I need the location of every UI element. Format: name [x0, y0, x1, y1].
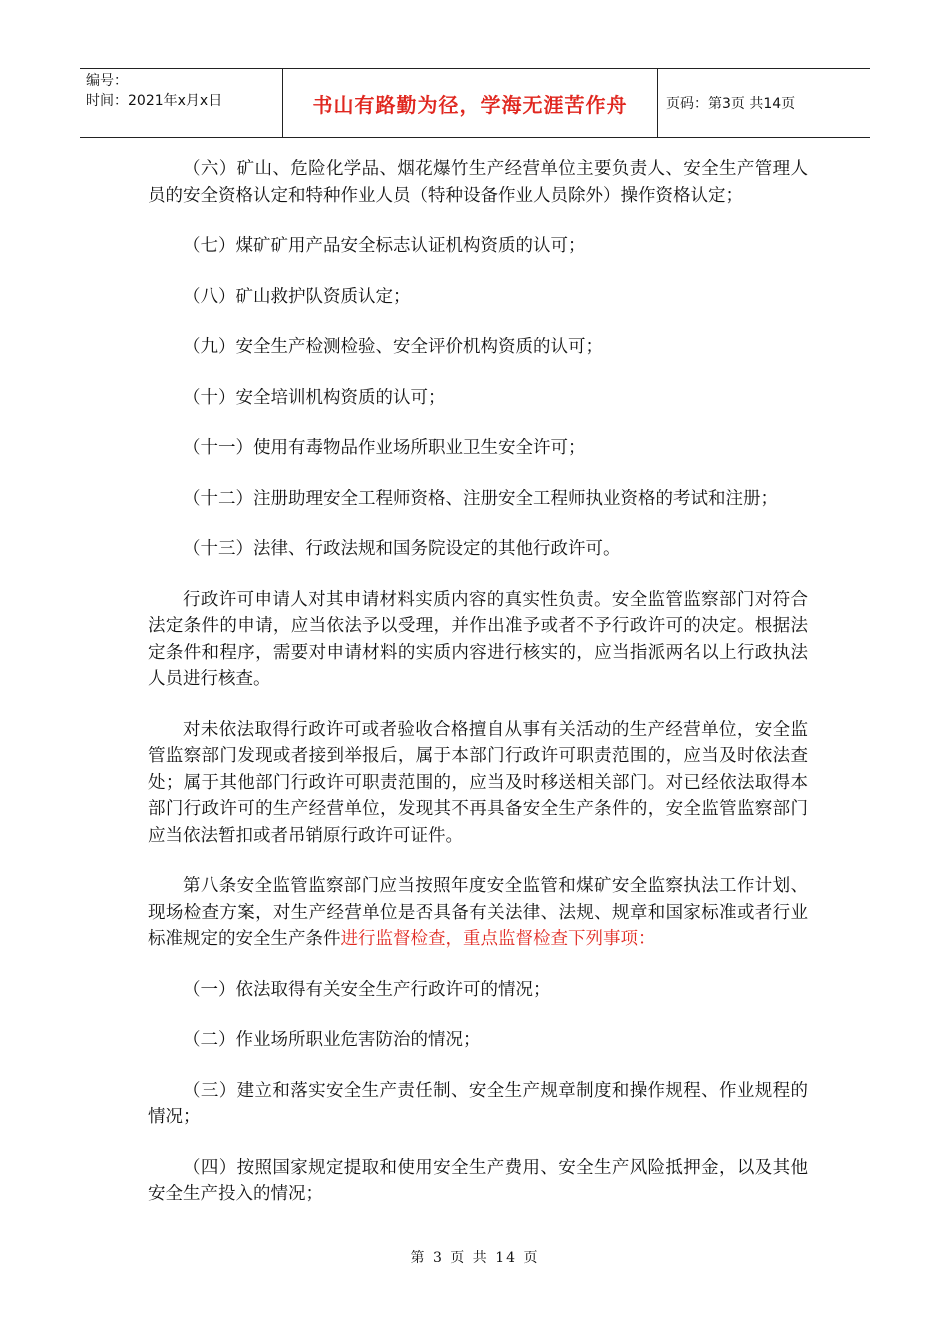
paragraph: 对未依法取得行政许可或者验收合格擅自从事有关活动的生产经营单位，安全监管监察部门发现或者接到举报后，属于本部门行政许可职责范围的，应当及时依法查处；属于其他部门行政许可职责范围的，应当及时移送相关部门。对已经依法取得本部门行政许可的生产经营单位，发现其不再具备安全生产条件的，安全监管监察部门应当依法暂扣或者吊销原行政许可证件。	[148, 719, 808, 846]
header-meta	[80, 69, 283, 137]
list-item: （四）按照国家规定提取和使用安全生产费用、安全生产风险抵押金，以及其他安全生产投入的情况；	[148, 1157, 808, 1204]
paragraph: （十）安全培训机构资质的认可；	[183, 387, 446, 408]
paragraph: （十二）注册助理安全工程师资格、注册安全工程师执业资格的考试和注册；	[183, 488, 778, 509]
paragraph: （九）安全生产检测检验、安全评价机构资质的认可；	[183, 337, 603, 357]
paragraph: （七）煤矿矿用产品安全标志认证机构资质的认可；	[183, 236, 586, 256]
paragraph: （八）矿山救护队资质认定；	[183, 286, 411, 307]
header-page-info: 页码：第3页 共14页	[666, 96, 796, 112]
header-table	[80, 68, 870, 138]
paragraph: （十三）法律、行政法规和国务院设定的其他行政许可。	[183, 539, 621, 559]
list-item: （一）依法取得有关安全生产行政许可的情况；	[183, 979, 551, 1000]
header-motto: 书山有路勤为径，学海无涯苦作舟	[283, 69, 658, 137]
document-body	[148, 156, 808, 1232]
list-item: （二）作业场所职业危害防治的情况；	[183, 1030, 481, 1050]
paragraph: （十一）使用有毒物品作业场所职业卫生安全许可；	[183, 438, 586, 458]
article-8-text: 第八条安全监管监察部门应当按照年度安全监管和煤矿安全监察执法工作计划、现场检查方案，对生产经营单位是否具备有关法律、法规、规章和国家标准或者行业标准规定的安全生产条件	[148, 876, 808, 949]
number-label: 编号：	[86, 73, 128, 89]
article-8-highlight: 进行监督检查，重点监督检查下列事项：	[340, 929, 656, 949]
paragraph: 行政许可申请人对其申请材料实质内容的真实性负责。安全监管监察部门对符合法定条件的申请，应当依法予以受理，并作出准予或者不予行政许可的决定。根据法定条件和程序，需要对申请材料的实质内容进行核实的，应当指派两名以上行政执法人员进行核查。	[148, 589, 808, 689]
list-item: （三）建立和落实安全生产责任制、安全生产规章制度和操作规程、作业规程的情况；	[148, 1080, 808, 1127]
paragraph: （六）矿山、危险化学品、烟花爆竹生产经营单位主要负责人、安全生产管理人员的安全资格认定和特种作业人员（特种设备作业人员除外）操作资格认定；	[148, 159, 808, 206]
article-8-paragraph	[148, 873, 808, 953]
time-label: 时间：2021年x月x日	[86, 93, 223, 109]
page-footer: 第 3 页 共 14 页	[410, 1250, 540, 1266]
